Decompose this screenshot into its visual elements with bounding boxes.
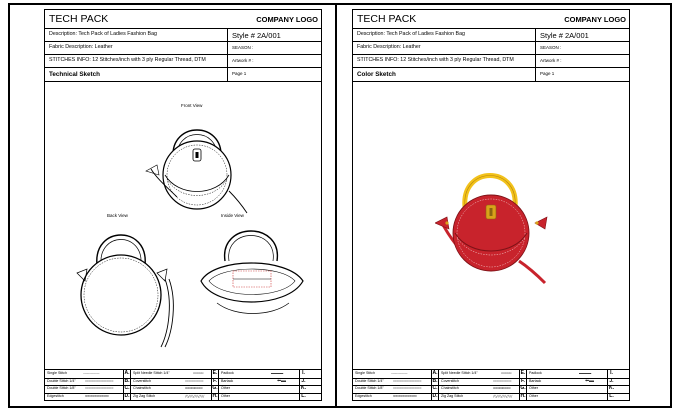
fabric-description: Fabric Description: Leather xyxy=(49,44,113,50)
legend-row: Double Stitch 1/4" ================= B. Coverstitch =========== F. Bartack ⬅▬ J. xyxy=(45,378,321,387)
page-title: TECH PACK xyxy=(357,13,417,25)
legend-row: Double Stitch 1/4" ================= B. Coverstitch =========== F. Bartack ⬅▬ J. xyxy=(353,378,629,387)
stitch-legend xyxy=(353,369,629,400)
artwork-number: Artwork # : xyxy=(227,55,321,67)
section-title: Technical Sketch xyxy=(49,71,100,78)
legend-row: Single Stitch ------------------- A. Split Needle Stitch 1/4" ∞∞∞∞∞ E. Padlock ▬▬▬▬ I. xyxy=(45,370,321,379)
legend-row: Double Stitch 1/8" ================= C. Chainstitch ooooooooooo G. Other K. xyxy=(353,385,629,394)
color-bag-sketch xyxy=(435,163,555,288)
page-title: TECH PACK xyxy=(49,13,109,25)
inside-view-sketch xyxy=(195,221,310,341)
artwork-number: Artwork # : xyxy=(535,55,629,67)
inside-view-label: Inside View xyxy=(221,213,244,218)
company-logo: COMPANY LOGO xyxy=(564,15,626,24)
legend-row: Single Stitch ------------------- A. Split Needle Stitch 1/4" ∞∞∞∞∞ E. Padlock ▬▬▬▬ I. xyxy=(353,370,629,379)
description: Description: Tech Pack of Ladies Fashion Bag xyxy=(49,31,157,37)
stitch-legend xyxy=(45,369,321,400)
fabric-description: Fabric Description: Leather xyxy=(357,44,421,50)
season: SEASON : xyxy=(227,42,321,54)
season: SEASON : xyxy=(535,42,629,54)
stitches-info: STITCHES INFO: 12 Stitches/inch with 3 ply Regular Thread, DTM xyxy=(49,57,206,63)
section-title: Color Sketch xyxy=(357,71,396,78)
page-divider xyxy=(335,3,337,408)
legend-row: Edgestitch xxxxxxxxxxxxxxxxx D. Zig Zag Stitch ⋀⋁⋀⋁⋀⋁⋀⋁ H. Other L. xyxy=(47,392,306,399)
legend-row: Edgestitch xxxxxxxxxxxxxxxxx D. Zig Zag Stitch ⋀⋁⋀⋁⋀⋁⋀⋁ H. Other L. xyxy=(355,392,614,399)
technical-sketch-area xyxy=(45,103,321,373)
front-view-sketch xyxy=(143,109,253,219)
stitches-info: STITCHES INFO: 12 Stitches/inch with 3 ply Regular Thread, DTM xyxy=(357,57,514,63)
tech-pack-page-technical xyxy=(44,9,322,401)
description: Description: Tech Pack of Ladies Fashion Bag xyxy=(357,31,465,37)
color-sketch-area xyxy=(353,103,629,373)
company-logo: COMPANY LOGO xyxy=(256,15,318,24)
back-view-sketch xyxy=(65,221,180,351)
back-view-label: Back View xyxy=(107,213,128,218)
tech-pack-page-color xyxy=(352,9,630,401)
style-number: Style # 2A/001 xyxy=(227,29,321,41)
style-number: Style # 2A/001 xyxy=(535,29,629,41)
legend-row: Double Stitch 1/8" ================= C. Chainstitch ooooooooooo G. Other K. xyxy=(45,385,321,394)
page-number: Page 1 xyxy=(227,68,321,81)
page-number: Page 1 xyxy=(535,68,629,81)
front-view-label: Front View xyxy=(181,103,203,108)
